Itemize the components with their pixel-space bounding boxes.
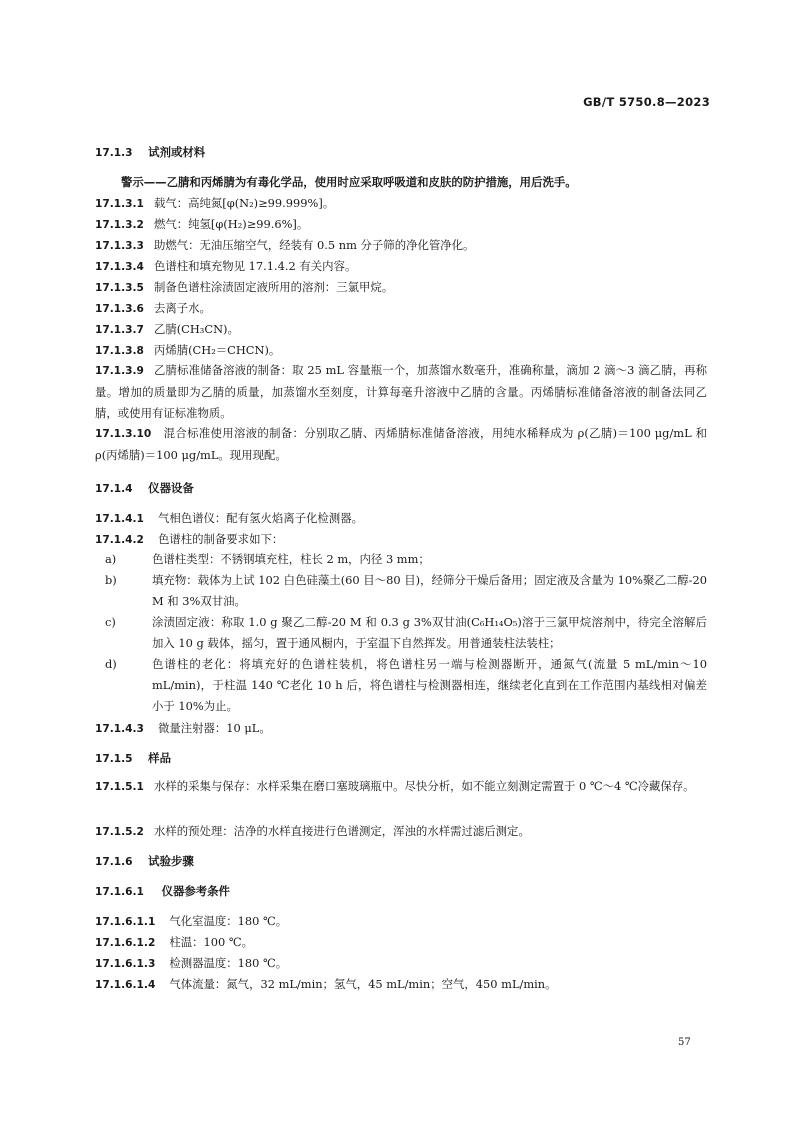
list-label: d) [105, 657, 117, 671]
section-title: 试验步骤 [148, 854, 194, 868]
clause-number: 17.1.3.1 [95, 198, 144, 210]
clause-text: 柱温：100 ℃。 [169, 935, 253, 949]
section-heading-17-1-4 [95, 480, 707, 497]
clause-number: 17.1.4.2 [95, 534, 144, 546]
list-label: b) [105, 573, 117, 587]
clause-text: 助燃气：无油压缩空气，经装有 0.5 nm 分子筛的净化管净化。 [153, 238, 475, 252]
section-number: 17.1.5 [95, 753, 133, 765]
clause-text: 丙烯腈(CH₂＝CHCN)。 [153, 343, 281, 357]
clause-text: 气化室温度：180 ℃。 [169, 914, 288, 928]
clause-17-1-3-10 [95, 423, 707, 466]
clause-number: 17.1.6.1.1 [95, 916, 156, 928]
section-title: 仪器参考条件 [161, 884, 230, 898]
list-label: c) [105, 615, 116, 629]
section-number: 17.1.4 [95, 483, 133, 495]
clause-number: 17.1.3.4 [95, 261, 144, 273]
list-text: 色谱柱的老化：将填充好的色谱柱装机，将色谱柱另一端与检测器断开，通氮气(流量 5 mL/min～10 mL/min)，于柱温 140 ℃老化 10 h 后，将色谱柱与检测器相连，继续老化直到在工作范围内基线相对偏差小于 10%为止。 [152, 657, 707, 713]
reagent-item [95, 237, 707, 254]
clause-text: 水样的预处理：洁净的水样直接进行色谱测定，浑浊的水样需过滤后测定。 [153, 824, 530, 838]
list-label: a) [105, 552, 117, 566]
clause-number: 17.1.3.3 [95, 240, 144, 252]
clause-number: 17.1.5.1 [95, 781, 144, 793]
section-heading-17-1-6 [95, 853, 707, 870]
clause-17-1-4-1 [95, 510, 707, 527]
section-number: 17.1.3 [95, 147, 133, 159]
reagent-item [95, 342, 707, 359]
clause-number: 17.1.3.6 [95, 303, 144, 315]
section-number: 17.1.6 [95, 856, 133, 868]
clause-text: 燃气：纯氢[φ(H₂)≥99.6%]。 [153, 217, 309, 231]
reagent-item [95, 216, 707, 233]
clause-text: 微量注射器：10 μL。 [157, 721, 271, 735]
clause-text: 混合标准使用溶液的制备：分别取乙腈、丙烯腈标准储备溶液，用纯水稀释成为 ρ(乙腈)＝100 μg/mL 和 ρ(丙烯腈)＝100 μg/mL。现用现配。 [95, 426, 707, 462]
reagent-item [95, 195, 707, 212]
clause-text: 乙腈标准储备溶液的制备：取 25 mL 容量瓶一个，加蒸馏水数毫升，准确称量，滴加 2 滴～3 滴乙腈，再称量。增加的质量即为乙腈的质量，加蒸馏水至刻度，计算每毫升溶液中乙腈的含量。丙烯腈标准储备溶液的制备法同乙腈，或使用有证标准物质。 [95, 363, 707, 420]
clause-number: 17.1.5.2 [95, 826, 144, 838]
condition-item [95, 913, 707, 930]
reagent-item [95, 321, 707, 338]
clause-text: 乙腈(CH₃CN)。 [153, 322, 239, 336]
clause-number: 17.1.3.7 [95, 324, 144, 336]
clause-text: 色谱柱的制备要求如下： [157, 532, 284, 546]
section-heading-17-1-5 [95, 750, 707, 767]
clause-number: 17.1.3.8 [95, 345, 144, 357]
clause-number: 17.1.4.3 [95, 723, 144, 735]
clause-17-1-3-9 [95, 360, 707, 424]
reagent-item [95, 258, 707, 275]
clause-text: 制备色谱柱涂渍固定液所用的溶剂：三氯甲烷。 [153, 280, 394, 294]
list-text: 色谱柱类型：不锈钢填充柱，柱长 2 m，内径 3 mm； [152, 552, 430, 566]
section-number: 17.1.6.1 [95, 886, 144, 898]
section-title: 试剂或材料 [148, 145, 206, 159]
clause-17-1-4-2 [95, 531, 707, 548]
clause-text: 去离子水。 [153, 301, 211, 315]
clause-text: 检测器温度：180 ℃。 [169, 956, 288, 970]
clause-number: 17.1.3.2 [95, 219, 144, 231]
section-heading-17-1-3 [95, 144, 707, 161]
standard-header: GB/T 5750.8—2023 [583, 95, 710, 109]
section-title: 仪器设备 [148, 481, 194, 495]
list-text: 填充物：载体为上试 102 白色硅藻土(60 目～80 目)，经筛分干燥后备用；固定液及含量为 10%聚乙二醇-20 M 和 3%双甘油。 [152, 573, 707, 608]
clause-number: 17.1.6.1.3 [95, 958, 156, 970]
clause-number: 17.1.6.1.4 [95, 979, 156, 991]
page-number: 57 [678, 1037, 691, 1048]
safety-warning: 警示——乙腈和丙烯腈为有毒化学品，使用时应采取呼吸道和皮肤的防护措施，用后洗手。 [121, 175, 577, 189]
clause-number: 17.1.3.5 [95, 282, 144, 294]
clause-17-1-5-2 [95, 823, 707, 840]
clause-text: 气体流量：氮气，32 mL/min；氢气，45 mL/min；空气，450 mL/min。 [169, 977, 557, 991]
reagent-item [95, 279, 707, 296]
clause-17-1-5-1 [95, 776, 707, 798]
clause-text: 载气：高纯氮[φ(N₂)≥99.999%]。 [153, 196, 335, 210]
clause-17-1-4-3 [95, 720, 707, 737]
reagent-item [95, 300, 707, 317]
clause-number: 17.1.3.9 [95, 365, 144, 377]
section-heading-17-1-6-1 [95, 883, 707, 900]
clause-number: 17.1.4.1 [95, 513, 144, 525]
condition-item [95, 955, 707, 972]
clause-text: 气相色谱仪：配有氢火焰离子化检测器。 [157, 511, 363, 525]
condition-item [95, 976, 707, 993]
list-text: 涂渍固定液：称取 1.0 g 聚乙二醇-20 M 和 0.3 g 3%双甘油(C₆H₁₄O₅)溶于三氯甲烷溶剂中，待完全溶解后加入 10 g 载体，摇匀，置于通风橱内，于室温下自然挥发。用普通装柱法装柱； [152, 615, 707, 650]
clause-number: 17.1.3.10 [95, 428, 152, 440]
clause-number: 17.1.6.1.2 [95, 937, 156, 949]
clause-text: 水样的采集与保存：水样采集在磨口塞玻璃瓶中。尽快分析，如不能立刻测定需置于 0 ℃～4 ℃冷藏保存。 [153, 779, 695, 793]
section-title: 样品 [148, 751, 171, 765]
condition-item [95, 934, 707, 951]
clause-text: 色谱柱和填充物见 17.1.4.2 有关内容。 [153, 259, 357, 273]
